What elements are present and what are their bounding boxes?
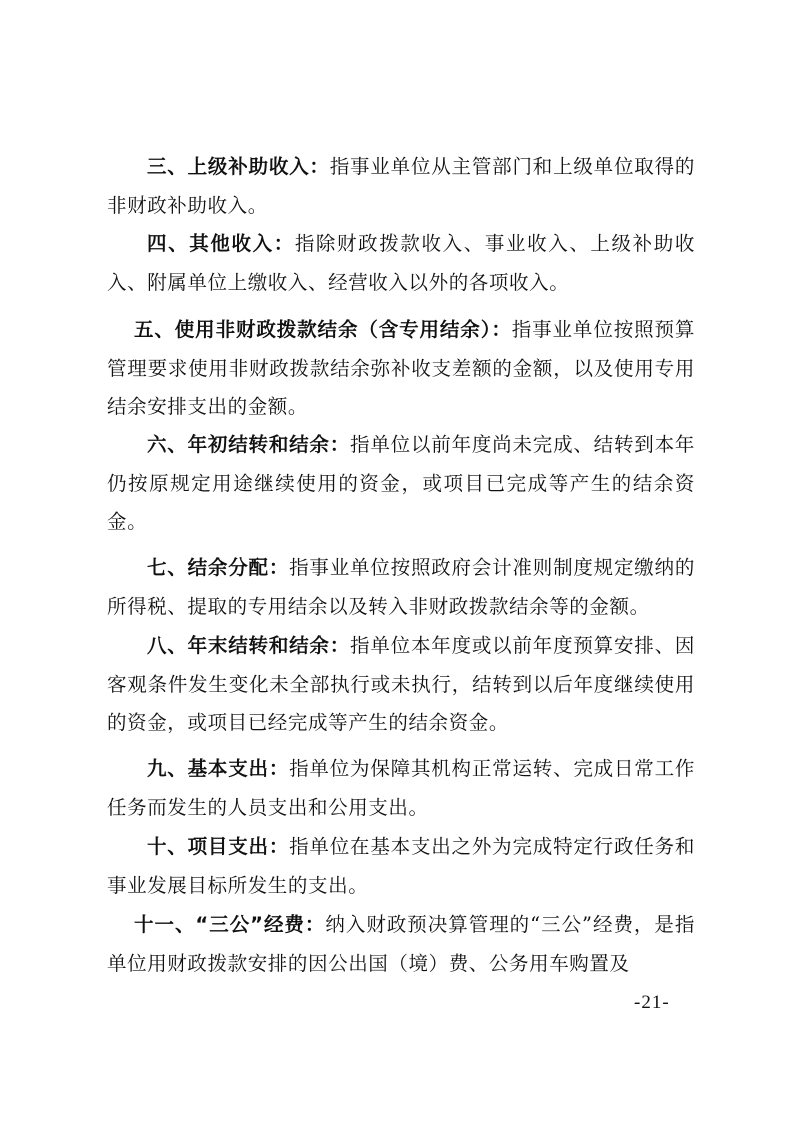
paragraph-text: 指单位为保障其机构正常运转、完成日常工作任务而发生的人员支出和公用支出。 [107,757,695,819]
page-number: -21- [634,992,670,1013]
paragraph-term: 三、上级补助收入： [147,155,330,178]
paragraph-text: 指单位本年度或以前年度预算安排、因客观条件发生变化未全部执行或未执行，结转到以后年度继续使用的资金，或项目已经完成等产生的结余资金。 [107,634,695,734]
paragraph-basic-expenditure [107,750,695,827]
paragraph-term: 十一、“三公”经费： [134,913,326,936]
paragraph-year-end-carryover [107,627,695,743]
paragraph-term: 五、使用非财政拨款结余（含专用结余）： [134,318,512,341]
paragraph-text: 指事业单位按照政府会计准则制度规定缴纳的所得税、提取的专用结余以及转入非财政拨款结余等的金额。 [107,556,695,618]
paragraph-three-public-expenses [107,906,695,983]
paragraph-other-income [107,225,695,302]
paragraph-use-of-non-fiscal-surplus [107,311,695,427]
paragraph-term: 四、其他收入： [147,232,295,255]
paragraph-superior-subsidy-income [107,148,695,225]
paragraph-term: 六、年初结转和结余： [147,433,351,456]
paragraph-text: 指单位在基本支出之外为完成特定行政任务和事业发展目标所发生的支出。 [107,835,695,897]
paragraph-term: 九、基本支出： [147,757,290,780]
paragraph-project-expenditure [107,828,695,905]
paragraph-text: 指单位以前年度尚未完成、结转到本年仍按原规定用途继续使用的资金，或项目已完成等产生的结余资金。 [107,433,695,533]
paragraph-text: 指事业单位按照预算管理要求使用非财政拨款结余弥补收支差额的金额，以及使用专用结余安排支出的金额。 [107,318,696,418]
paragraph-text: 指事业单位从主管部门和上级单位取得的非财政补助收入。 [107,155,695,217]
paragraph-surplus-distribution [107,549,695,626]
paragraph-term: 八、年末结转和结余： [147,634,351,657]
paragraph-term: 十、项目支出： [147,835,290,858]
paragraph-beginning-carryover [107,426,695,542]
paragraph-text: 指除财政拨款收入、事业收入、上级补助收入、附属单位上缴收入、经营收入以外的各项收入。 [107,232,695,294]
paragraph-text: 纳入财政预决算管理的“三公”经费，是指单位用财政拨款安排的因公出国（境）费、公务用车购置及 [107,913,695,975]
paragraph-term: 七、结余分配： [147,556,290,579]
